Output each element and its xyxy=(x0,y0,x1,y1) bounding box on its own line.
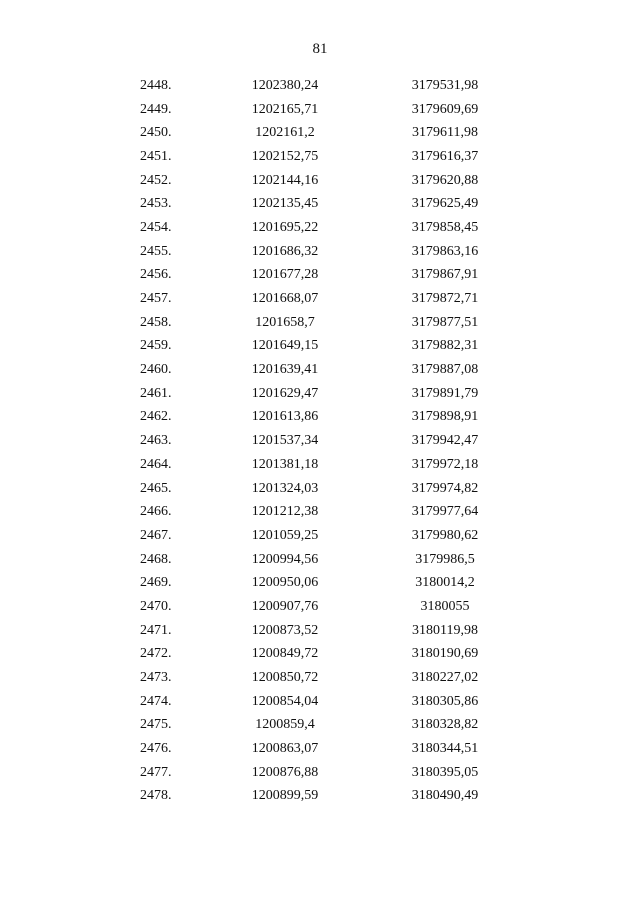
point-number-cell: 2457. xyxy=(140,291,172,307)
y-coordinate-cell: 3180395,05 xyxy=(411,764,479,780)
table-row xyxy=(100,761,540,785)
x-coordinate-cell: 1201649,15 xyxy=(251,338,319,354)
point-number-cell: 2462. xyxy=(140,409,172,425)
point-number-cell: 2466. xyxy=(140,504,172,520)
point-number-cell: 2478. xyxy=(140,788,172,804)
x-coordinate-cell: 1200859,4 xyxy=(255,717,315,733)
y-coordinate-cell: 3179898,91 xyxy=(411,409,479,425)
point-number-cell: 2465. xyxy=(140,480,172,496)
table-row xyxy=(100,240,540,264)
point-number-cell: 2471. xyxy=(140,622,172,638)
y-coordinate-cell: 3179974,82 xyxy=(411,480,479,496)
x-coordinate-cell: 1201686,32 xyxy=(251,243,319,259)
y-coordinate-cell: 3179980,62 xyxy=(411,527,479,543)
table-row xyxy=(100,666,540,690)
table-row xyxy=(100,264,540,288)
x-coordinate-cell: 1201613,86 xyxy=(251,409,319,425)
point-number-cell: 2472. xyxy=(140,646,172,662)
table-row xyxy=(100,169,540,193)
table-row xyxy=(100,643,540,667)
x-coordinate-cell: 1200876,88 xyxy=(251,764,319,780)
table-row xyxy=(100,714,540,738)
x-coordinate-cell: 1202380,24 xyxy=(251,77,319,93)
y-coordinate-cell: 3180055 xyxy=(420,598,470,614)
x-coordinate-cell: 1200899,59 xyxy=(251,788,319,804)
x-coordinate-cell: 1200854,04 xyxy=(251,693,319,709)
point-number-cell: 2460. xyxy=(140,362,172,378)
y-coordinate-cell: 3180119,98 xyxy=(412,622,478,638)
point-number-cell: 2475. xyxy=(140,717,172,733)
y-coordinate-cell: 3179891,79 xyxy=(411,385,479,401)
x-coordinate-cell: 1200907,76 xyxy=(251,598,319,614)
x-coordinate-cell: 1201695,22 xyxy=(251,219,319,235)
y-coordinate-cell: 3179616,37 xyxy=(411,148,479,164)
y-coordinate-cell: 3179887,08 xyxy=(411,362,479,378)
y-coordinate-cell: 3179877,51 xyxy=(411,314,479,330)
point-number-cell: 2461. xyxy=(140,385,172,401)
table-row xyxy=(100,595,540,619)
table-row xyxy=(100,453,540,477)
table-row xyxy=(100,524,540,548)
point-number-cell: 2450. xyxy=(140,125,172,141)
y-coordinate-cell: 3179625,49 xyxy=(411,196,479,212)
point-number-cell: 2474. xyxy=(140,693,172,709)
x-coordinate-cell: 1200994,56 xyxy=(251,551,319,567)
table-row xyxy=(100,619,540,643)
y-coordinate-cell: 3180328,82 xyxy=(411,717,479,733)
y-coordinate-cell: 3179882,31 xyxy=(411,338,479,354)
table-row xyxy=(100,358,540,382)
x-coordinate-cell: 1200849,72 xyxy=(251,646,319,662)
x-coordinate-cell: 1201639,41 xyxy=(251,362,319,378)
y-coordinate-cell: 3180227,02 xyxy=(411,670,479,686)
point-number-cell: 2473. xyxy=(140,670,172,686)
x-coordinate-cell: 1202144,16 xyxy=(251,172,319,188)
y-coordinate-cell: 3179863,16 xyxy=(411,243,479,259)
x-coordinate-cell: 1201658,7 xyxy=(255,314,315,330)
y-coordinate-cell: 3179611,98 xyxy=(412,125,478,141)
x-coordinate-cell: 1200950,06 xyxy=(251,575,319,591)
page-number: 81 xyxy=(312,41,328,57)
table-row xyxy=(100,216,540,240)
x-coordinate-cell: 1202135,45 xyxy=(251,196,319,212)
y-coordinate-cell: 3179977,64 xyxy=(411,504,479,520)
point-number-cell: 2470. xyxy=(140,598,172,614)
x-coordinate-cell: 1200863,07 xyxy=(251,741,319,757)
point-number-cell: 2467. xyxy=(140,527,172,543)
table-row xyxy=(100,500,540,524)
table-row xyxy=(100,737,540,761)
point-number-cell: 2476. xyxy=(140,741,172,757)
y-coordinate-cell: 3180305,86 xyxy=(411,693,479,709)
y-coordinate-cell: 3179942,47 xyxy=(411,433,479,449)
point-number-cell: 2455. xyxy=(140,243,172,259)
x-coordinate-cell: 1201381,18 xyxy=(251,456,319,472)
x-coordinate-cell: 1201668,07 xyxy=(251,291,319,307)
x-coordinate-cell: 1200873,52 xyxy=(251,622,319,638)
x-coordinate-cell: 1202152,75 xyxy=(251,148,319,164)
table-row xyxy=(100,382,540,406)
x-coordinate-cell: 1200850,72 xyxy=(251,670,319,686)
point-number-cell: 2459. xyxy=(140,338,172,354)
x-coordinate-cell: 1201212,38 xyxy=(251,504,319,520)
point-number-cell: 2469. xyxy=(140,575,172,591)
table-row xyxy=(100,690,540,714)
table-row xyxy=(100,571,540,595)
y-coordinate-cell: 3179531,98 xyxy=(411,77,479,93)
y-coordinate-cell: 3180190,69 xyxy=(411,646,479,662)
x-coordinate-cell: 1202161,2 xyxy=(255,125,315,141)
x-coordinate-cell: 1201324,03 xyxy=(251,480,319,496)
table-row xyxy=(100,98,540,122)
table-row xyxy=(100,145,540,169)
point-number-cell: 2468. xyxy=(140,551,172,567)
point-number-cell: 2477. xyxy=(140,764,172,780)
y-coordinate-cell: 3179986,5 xyxy=(415,551,475,567)
table-row xyxy=(100,785,540,809)
point-number-cell: 2453. xyxy=(140,196,172,212)
table-row xyxy=(100,335,540,359)
x-coordinate-cell: 1201537,34 xyxy=(251,433,319,449)
x-coordinate-cell: 1202165,71 xyxy=(251,101,319,117)
point-number-cell: 2463. xyxy=(140,433,172,449)
y-coordinate-cell: 3180344,51 xyxy=(411,741,479,757)
point-number-cell: 2454. xyxy=(140,219,172,235)
y-coordinate-cell: 3179858,45 xyxy=(411,219,479,235)
point-number-cell: 2452. xyxy=(140,172,172,188)
x-coordinate-cell: 1201629,47 xyxy=(251,385,319,401)
table-row xyxy=(100,121,540,145)
table-row xyxy=(100,192,540,216)
table-row xyxy=(100,311,540,335)
coordinates-table xyxy=(100,74,540,808)
table-row xyxy=(100,287,540,311)
x-coordinate-cell: 1201059,25 xyxy=(251,527,319,543)
point-number-cell: 2448. xyxy=(140,77,172,93)
table-row xyxy=(100,429,540,453)
y-coordinate-cell: 3179609,69 xyxy=(411,101,479,117)
y-coordinate-cell: 3180490,49 xyxy=(411,788,479,804)
x-coordinate-cell: 1201677,28 xyxy=(251,267,319,283)
y-coordinate-cell: 3179872,71 xyxy=(411,291,479,307)
y-coordinate-cell: 3179972,18 xyxy=(411,456,479,472)
table-row xyxy=(100,548,540,572)
y-coordinate-cell: 3180014,2 xyxy=(415,575,475,591)
table-row xyxy=(100,406,540,430)
point-number-cell: 2458. xyxy=(140,314,172,330)
point-number-cell: 2449. xyxy=(140,101,172,117)
point-number-cell: 2451. xyxy=(140,148,172,164)
point-number-cell: 2464. xyxy=(140,456,172,472)
point-number-cell: 2456. xyxy=(140,267,172,283)
table-row xyxy=(100,74,540,98)
table-row xyxy=(100,477,540,501)
y-coordinate-cell: 3179867,91 xyxy=(411,267,479,283)
y-coordinate-cell: 3179620,88 xyxy=(411,172,479,188)
